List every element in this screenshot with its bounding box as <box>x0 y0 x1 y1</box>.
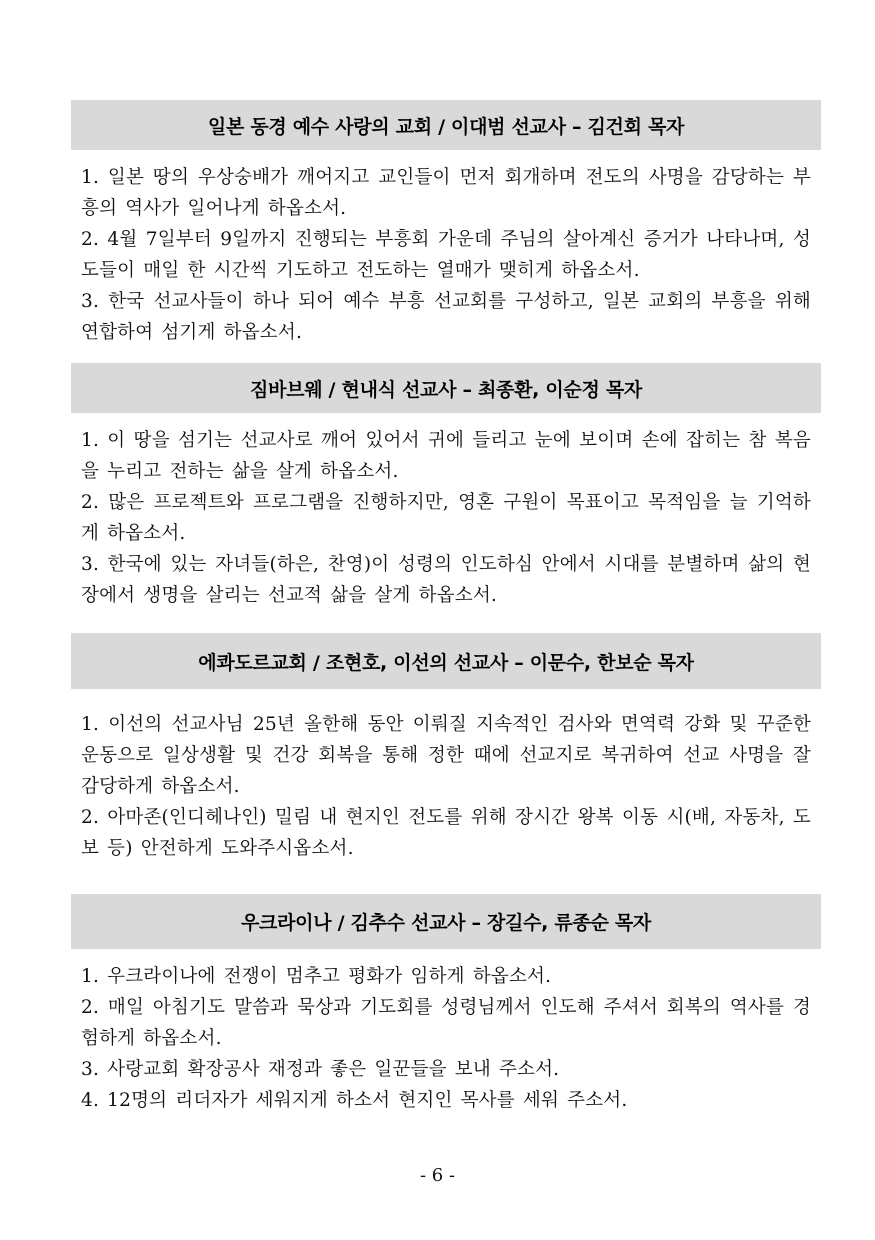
prayer-list <box>71 425 821 611</box>
section-header: 짐바브웨 / 현내식 선교사 – 최종환, 이순정 목자 <box>71 363 821 413</box>
prayer-item: 2. 아마존(인디헤나인) 밀림 내 현지인 전도를 위해 장시간 왕복 이동 시(배, 자동차, 도보 등) 안전하게 도와주시옵소서. <box>81 807 811 859</box>
prayer-section-japan <box>71 100 821 348</box>
prayer-list <box>71 162 821 348</box>
prayer-section-zimbabwe <box>71 363 821 611</box>
page-number: - 6 - <box>419 1165 456 1186</box>
prayer-section-ukraine <box>71 894 821 1116</box>
prayer-list <box>71 961 821 1116</box>
prayer-item: 1. 일본 땅의 우상숭배가 깨어지고 교인들이 먼저 회개하며 전도의 사명을 감당하는 부흥의 역사가 일어나게 하옵소서. <box>81 167 811 219</box>
prayer-item: 3. 한국 선교사들이 하나 되어 예수 부흥 선교회를 구성하고, 일본 교회의 부흥을 위해 연합하여 섬기게 하옵소서. <box>81 291 811 343</box>
prayer-list <box>71 709 821 864</box>
section-header: 에콰도르교회 / 조현호, 이선의 선교사 – 이문수, 한보순 목자 <box>71 633 821 689</box>
section-header: 일본 동경 예수 사랑의 교회 / 이대범 선교사 – 김건회 목자 <box>71 100 821 150</box>
prayer-item: 1. 우크라이나에 전쟁이 멈추고 평화가 임하게 하옵소서. <box>81 966 552 987</box>
prayer-item: 3. 사랑교회 확장공사 재정과 좋은 일꾼들을 보내 주소서. <box>81 1059 560 1080</box>
prayer-section-ecuador <box>71 633 821 864</box>
prayer-item: 1. 이 땅을 섬기는 선교사로 깨어 있어서 귀에 들리고 눈에 보이며 손에 잡히는 참 복음을 누리고 전하는 삶을 살게 하옵소서. <box>81 430 811 482</box>
prayer-item: 2. 많은 프로젝트와 프로그램을 진행하지만, 영혼 구원이 목표이고 목적임을 늘 기억하게 하옵소서. <box>81 492 811 544</box>
prayer-item: 4. 12명의 리더자가 세워지게 하소서 현지인 목사를 세워 주소서. <box>81 1090 628 1111</box>
prayer-item: 2. 4월 7일부터 9일까지 진행되는 부흥회 가운데 주님의 살아계신 증거가 나타나며, 성도들이 매일 한 시간씩 기도하고 전도하는 열매가 맺히게 하옵소서. <box>81 229 811 281</box>
prayer-item: 1. 이선의 선교사님 25년 올한해 동안 이뤄질 지속적인 검사와 면역력 강화 및 꾸준한 운동으로 일상생활 및 건강 회복을 통해 정한 때에 선교지로 복귀하여 선교 사명을 잘 감당하게 하옵소서. <box>81 714 811 797</box>
prayer-item: 2. 매일 아침기도 말씀과 묵상과 기도회를 성령님께서 인도해 주셔서 회복의 역사를 경험하게 하옵소서. <box>81 997 811 1049</box>
prayer-item: 3. 한국에 있는 자녀들(하은, 찬영)이 성령의 인도하심 안에서 시대를 분별하며 삶의 현장에서 생명을 살리는 선교적 삶을 살게 하옵소서. <box>81 554 811 606</box>
section-header: 우크라이나 / 김추수 선교사 – 장길수, 류종순 목자 <box>71 894 821 949</box>
